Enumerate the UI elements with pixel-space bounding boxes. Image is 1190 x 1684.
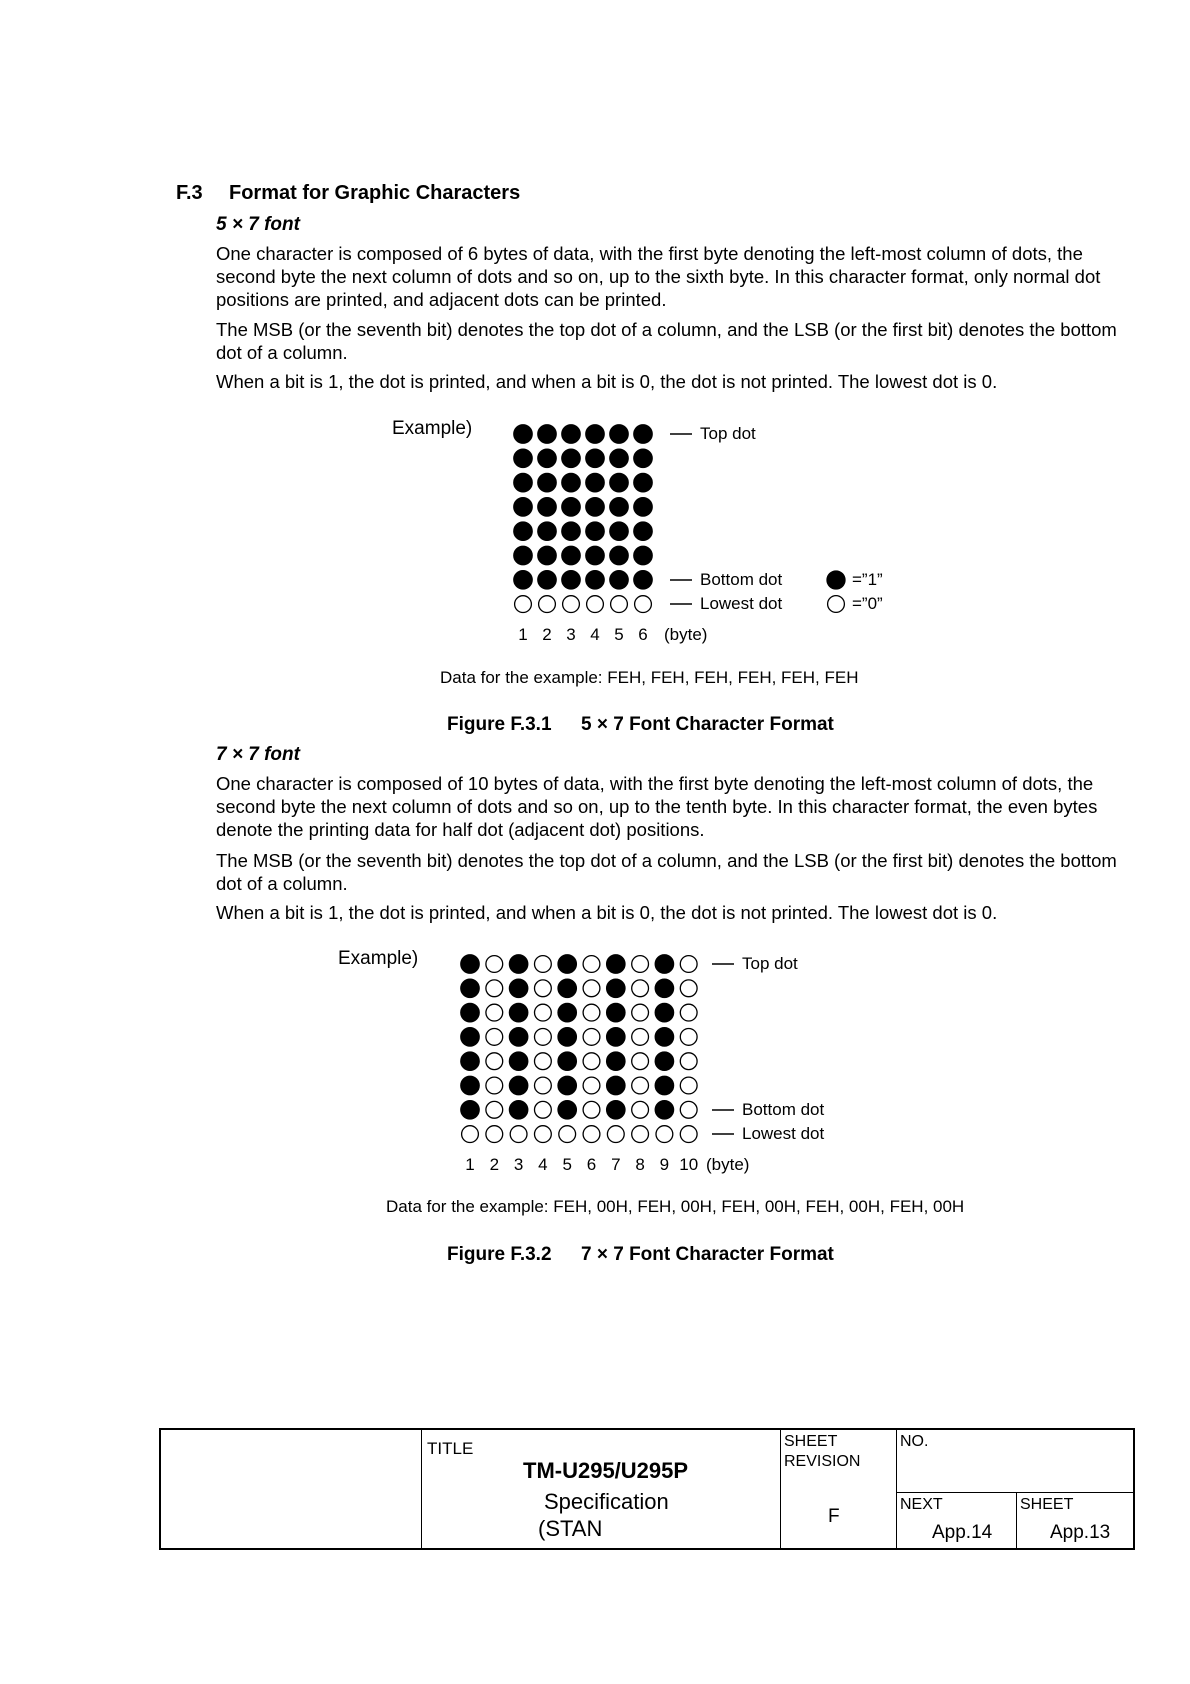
lowest-dot: [510, 1126, 527, 1143]
font5x7-heading: 5 × 7 font: [216, 214, 300, 235]
title-block-divider: [896, 1492, 1133, 1493]
top-dot-label: Top dot: [700, 424, 756, 443]
filled-dot: [461, 955, 479, 973]
legend-empty-dot: [828, 596, 845, 613]
font7x7-paragraph-1: One character is composed of 10 bytes of data, with the first byte denoting the left-most column of dots, the second byte the next column of dots and so on, up to the tenth byte. In this character format, the even bytes denote the printing data for half dot (adjacent dot) positions.: [216, 773, 1098, 840]
byte-number: 6: [638, 625, 648, 645]
filled-dot: [655, 1076, 673, 1094]
empty-dot: [535, 1077, 552, 1094]
empty-dot: [632, 1101, 649, 1118]
filled-dot: [558, 1028, 576, 1046]
sheet-label: SHEET: [1020, 1496, 1074, 1513]
lowest-dot: [583, 1126, 600, 1143]
sheet-revision-label-line1: SHEET: [784, 1433, 838, 1450]
filled-dot: [461, 1076, 479, 1094]
document-title-line1: Specification: [544, 1489, 669, 1514]
filled-dot: [610, 498, 628, 516]
empty-dot: [680, 1101, 697, 1118]
lowest-dot: [607, 1126, 624, 1143]
font5x7-data-caption: Data for the example: FEH, FEH, FEH, FEH, FEH, FEH: [440, 668, 859, 687]
revision-value: F: [828, 1506, 840, 1527]
document-title-line2: (STAN: [538, 1516, 603, 1541]
filled-dot: [562, 498, 580, 516]
empty-dot: [535, 1004, 552, 1021]
empty-dot: [535, 1053, 552, 1070]
byte-number: 10: [679, 1155, 699, 1175]
empty-dot: [583, 980, 600, 997]
byte-numbers-5x7: [518, 625, 647, 644]
filled-dot: [607, 1101, 625, 1119]
filled-dot: [558, 1003, 576, 1021]
filled-dot: [586, 498, 604, 516]
filled-dot: [562, 571, 580, 589]
empty-dot: [486, 1029, 503, 1046]
font7x7-heading: 7 × 7 font: [216, 744, 300, 765]
font7x7-data-caption: Data for the example: FEH, 00H, FEH, 00H, FEH, 00H, FEH, 00H, FEH, 00H: [386, 1197, 965, 1216]
byte-number: 2: [489, 1155, 500, 1175]
font5x7-paragraph-2: The MSB (or the seventh bit) denotes the top dot of a column, and the LSB (or the first bit) denotes the bottom dot of a column.: [216, 319, 1117, 363]
filled-dot: [558, 1052, 576, 1070]
filled-dot: [586, 522, 604, 540]
byte-number: 1: [465, 1155, 475, 1175]
filled-dot: [655, 1052, 673, 1070]
filled-dot: [610, 546, 628, 564]
byte-number: 8: [635, 1155, 645, 1175]
lowest-dot: [563, 596, 580, 613]
filled-dot: [461, 979, 479, 997]
example-label: Example): [392, 418, 473, 439]
byte-number: 3: [513, 1155, 524, 1175]
filled-dot: [514, 546, 532, 564]
filled-dot: [562, 546, 580, 564]
title-block-divider: [780, 1430, 781, 1548]
filled-dot: [514, 571, 532, 589]
filled-dot: [538, 571, 556, 589]
empty-dot: [632, 980, 649, 997]
filled-dot: [509, 1052, 527, 1070]
lowest-dot: [680, 1126, 697, 1143]
bottom-dot-label-2: Bottom dot: [742, 1100, 825, 1119]
next-value: App.14: [932, 1522, 993, 1543]
dot-grid-5x7: [514, 425, 652, 613]
filled-dot: [514, 425, 532, 443]
filled-dot: [562, 522, 580, 540]
font5x7-paragraph-3: When a bit is 1, the dot is printed, and when a bit is 0, the dot is not printed. The lowest dot is 0.: [216, 371, 998, 392]
legend-filled-dot: [827, 571, 845, 589]
empty-dot: [486, 1004, 503, 1021]
filled-dot: [610, 522, 628, 540]
filled-dot: [509, 1028, 527, 1046]
filled-dot: [610, 571, 628, 589]
filled-dot: [655, 955, 673, 973]
byte-number: 5: [614, 625, 624, 645]
lowest-dot: [462, 1126, 479, 1143]
figure-7x7-diagram: [0, 940, 1190, 1180]
empty-dot: [583, 1101, 600, 1118]
filled-dot: [514, 449, 532, 467]
empty-dot: [632, 956, 649, 973]
filled-dot: [538, 425, 556, 443]
empty-dot: [680, 1029, 697, 1046]
filled-dot: [610, 473, 628, 491]
filled-dot: [610, 425, 628, 443]
figure-f31-number: Figure F.3.1: [447, 714, 552, 735]
empty-dot: [583, 1077, 600, 1094]
lowest-dot-label: Lowest dot: [700, 594, 783, 613]
lowest-dot: [559, 1126, 576, 1143]
filled-dot: [634, 425, 652, 443]
filled-dot: [607, 1003, 625, 1021]
filled-dot: [607, 1076, 625, 1094]
filled-dot: [509, 1101, 527, 1119]
byte-number: 2: [542, 625, 552, 645]
filled-dot: [607, 979, 625, 997]
byte-numbers-7x7: [465, 1155, 698, 1174]
byte-number: 7: [611, 1155, 621, 1175]
title-block-divider: [421, 1430, 422, 1548]
filled-dot: [509, 955, 527, 973]
filled-dot: [634, 571, 652, 589]
filled-dot: [655, 979, 673, 997]
title-block-divider: [1016, 1492, 1017, 1548]
bottom-dot-label: Bottom dot: [700, 570, 783, 589]
filled-dot: [514, 498, 532, 516]
byte-number: 5: [562, 1155, 572, 1175]
byte-number: 1: [518, 625, 528, 645]
filled-dot: [562, 425, 580, 443]
filled-dot: [586, 449, 604, 467]
figure-f31-title: 5 × 7 Font Character Format: [581, 714, 834, 735]
lowest-dot-label-2: Lowest dot: [742, 1124, 825, 1143]
filled-dot: [655, 1101, 673, 1119]
lowest-dot: [587, 596, 604, 613]
filled-dot: [634, 449, 652, 467]
empty-dot: [535, 1029, 552, 1046]
empty-dot: [632, 1004, 649, 1021]
figure-f31-caption: [447, 714, 834, 736]
filled-dot: [634, 522, 652, 540]
lowest-dot: [632, 1126, 649, 1143]
dot-grid-7x7: [461, 955, 697, 1143]
filled-dot: [538, 473, 556, 491]
empty-dot: [680, 1004, 697, 1021]
empty-dot: [583, 956, 600, 973]
section-number: F.3: [176, 182, 203, 204]
empty-dot: [486, 1077, 503, 1094]
figure-5x7-diagram: [0, 410, 1190, 650]
sheet-value: App.13: [1050, 1522, 1111, 1543]
empty-dot: [680, 980, 697, 997]
legend-one-label: =”1”: [852, 570, 883, 589]
lowest-dot: [539, 596, 556, 613]
empty-dot: [680, 1077, 697, 1094]
filled-dot: [509, 1076, 527, 1094]
filled-dot: [607, 955, 625, 973]
filled-dot: [562, 473, 580, 491]
byte-unit-label-2: (byte): [706, 1155, 750, 1174]
byte-unit-label: (byte): [664, 625, 708, 644]
empty-dot: [680, 956, 697, 973]
empty-dot: [486, 1053, 503, 1070]
filled-dot: [634, 473, 652, 491]
empty-dot: [486, 956, 503, 973]
font5x7-paragraph-1: One character is composed of 6 bytes of data, with the first byte denoting the left-most column of dots, the second byte the next column of dots and so on, up to the sixth byte. In this character format, only normal dot positions are printed, and adjacent dots can be printed.: [216, 243, 1101, 310]
lowest-dot: [535, 1126, 552, 1143]
filled-dot: [610, 449, 628, 467]
byte-number: 3: [566, 625, 576, 645]
no-label: NO.: [900, 1433, 929, 1450]
section-title: Format for Graphic Characters: [229, 182, 521, 204]
filled-dot: [586, 425, 604, 443]
byte-number: 4: [538, 1155, 548, 1175]
filled-dot: [509, 1003, 527, 1021]
product-name: TM-U295/U295P: [523, 1458, 689, 1483]
filled-dot: [558, 979, 576, 997]
byte-number: 6: [586, 1155, 597, 1175]
lowest-dot: [656, 1126, 673, 1143]
filled-dot: [461, 1028, 479, 1046]
title-block: [159, 1428, 1135, 1550]
legend-zero-label: =”0”: [852, 594, 883, 613]
figure-f32-caption: [447, 1244, 834, 1266]
filled-dot: [509, 979, 527, 997]
empty-dot: [632, 1053, 649, 1070]
filled-dot: [538, 449, 556, 467]
filled-dot: [461, 1052, 479, 1070]
filled-dot: [655, 1003, 673, 1021]
byte-number: 9: [659, 1155, 670, 1175]
filled-dot: [558, 955, 576, 973]
empty-dot: [632, 1077, 649, 1094]
filled-dot: [607, 1052, 625, 1070]
title-label: TITLE: [427, 1439, 474, 1458]
figure-f32-title: 7 × 7 Font Character Format: [581, 1244, 834, 1265]
filled-dot: [514, 473, 532, 491]
empty-dot: [632, 1029, 649, 1046]
empty-dot: [535, 980, 552, 997]
title-block-divider: [896, 1430, 897, 1548]
empty-dot: [680, 1053, 697, 1070]
empty-dot: [583, 1029, 600, 1046]
filled-dot: [607, 1028, 625, 1046]
sheet-revision-label-line2: REVISION: [784, 1453, 861, 1470]
lowest-dot: [486, 1126, 503, 1143]
empty-dot: [583, 1004, 600, 1021]
font7x7-paragraph-2: The MSB (or the seventh bit) denotes the top dot of a column, and the LSB (or the first bit) denotes the bottom dot of a column.: [216, 850, 1117, 894]
next-label: NEXT: [900, 1496, 943, 1513]
empty-dot: [583, 1053, 600, 1070]
section-heading: [176, 182, 520, 205]
filled-dot: [558, 1101, 576, 1119]
filled-dot: [634, 546, 652, 564]
filled-dot: [586, 571, 604, 589]
figure-f32-number: Figure F.3.2: [447, 1244, 552, 1265]
top-dot-label-2: Top dot: [742, 954, 798, 973]
byte-number: 4: [590, 625, 600, 645]
filled-dot: [538, 522, 556, 540]
empty-dot: [535, 956, 552, 973]
filled-dot: [562, 449, 580, 467]
lowest-dot: [635, 596, 652, 613]
filled-dot: [586, 473, 604, 491]
lowest-dot: [515, 596, 532, 613]
empty-dot: [535, 1101, 552, 1118]
filled-dot: [514, 522, 532, 540]
example-label-2: Example): [338, 948, 419, 969]
empty-dot: [486, 1101, 503, 1118]
filled-dot: [655, 1028, 673, 1046]
filled-dot: [558, 1076, 576, 1094]
filled-dot: [538, 546, 556, 564]
filled-dot: [634, 498, 652, 516]
filled-dot: [461, 1003, 479, 1021]
empty-dot: [486, 980, 503, 997]
font7x7-paragraph-3: When a bit is 1, the dot is printed, and when a bit is 0, the dot is not printed. The lowest dot is 0.: [216, 902, 998, 923]
filled-dot: [538, 498, 556, 516]
filled-dot: [586, 546, 604, 564]
lowest-dot: [611, 596, 628, 613]
filled-dot: [461, 1101, 479, 1119]
